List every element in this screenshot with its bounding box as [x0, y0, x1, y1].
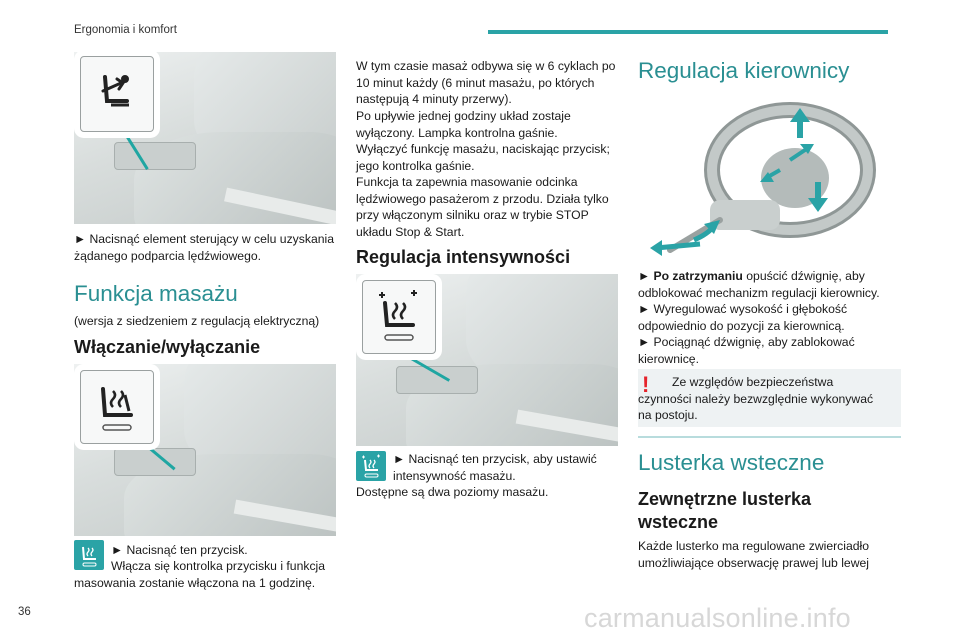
step-bold-label: Po zatrzymaniu: [653, 269, 743, 283]
massage-off-text: Po upływie jednej godziny układ zostaje wyłączony. Lampka kontrolna gaśnie.: [356, 109, 571, 140]
steering-step-1: [638, 268, 903, 301]
massage-button-photo: [74, 364, 336, 536]
steering-adjust-illustration: [650, 100, 880, 260]
mirrors-text: Każde lusterko ma regulowane zwierciadło umożliwiające obserwację prawej lub lewej: [638, 539, 870, 570]
steering-step-2: ► Wyregulować wysokość i głębokość odpowiednio do pozycji za kierownicą.: [638, 302, 848, 333]
massage-version-note: (wersja z siedzeniem z regulacją elektryczną): [74, 314, 320, 328]
intensity-icon-box: [362, 280, 436, 354]
massage-intensity-icon: [363, 281, 435, 353]
steering-heading: Regulacja kierownicy: [638, 58, 850, 83]
header-accent-bar: [488, 30, 888, 34]
lumbar-control-photo: [74, 52, 336, 224]
massage-heading: Funkcja masażu: [74, 281, 238, 306]
intensity-button-photo: [356, 274, 618, 446]
step-press: ► Nacisnąć ten przycisk.: [111, 543, 248, 557]
massage-seat-icon: [81, 371, 153, 443]
intensity-button-badge-icon: [356, 451, 386, 481]
running-header: Ergonomia i komfort: [74, 24, 177, 36]
section-divider: [638, 436, 901, 438]
massage-icon-box: [80, 370, 154, 444]
massage-disable-text: Wyłączyć funkcję masażu, naciskając przycisk; jego kontrolka gaśnie.: [356, 142, 610, 173]
lumbar-control-icon-box: [80, 56, 154, 132]
page-number: 36: [18, 606, 31, 618]
step-intensity: ► Nacisnąć ten przycisk, aby ustawić intensywność masażu.: [393, 452, 597, 483]
step-lumbar: ► Nacisnąć element sterujący w celu uzyskania żądanego podparcia lędźwiowego.: [74, 232, 334, 263]
step-rest: opuścić dźwignię, aby odblokować mechanizm regulacji kierownicy.: [638, 269, 880, 300]
warning-icon: !: [642, 372, 650, 397]
seat-switch-panel: [396, 366, 478, 394]
steering-step-3: ► Pociągnąć dźwignię, aby zablokować kierownicę.: [638, 335, 855, 366]
safety-warning-text: Ze względów bezpieczeństwa czynności należy bezwzględnie wykonywać na postoju.: [638, 375, 874, 423]
massage-cycle-text: W tym czasie masaż odbywa się w 6 cyklach po 10 minut każdy (6 minut masażu, po których następują 4 minuty przerwy).: [356, 59, 616, 107]
onoff-heading: Włączanie/wyłączanie: [74, 337, 261, 357]
lumbar-support-icon: [81, 57, 153, 131]
exterior-mirrors-heading: Zewnętrzne lusterka wsteczne: [638, 489, 812, 532]
massage-levels-text: Dostępne są dwa poziomy masażu.: [356, 485, 549, 499]
safety-warning-box: [638, 369, 901, 427]
seat-switch-panel: [114, 142, 196, 170]
intensity-heading: Regulacja intensywności: [356, 247, 571, 267]
step-arrow: ►: [638, 269, 651, 283]
step-press-result: Włącza się kontrolka przycisku i funkcja masowania zostanie włączona na 1 godzinę.: [74, 559, 326, 590]
massage-function-text: Funkcja ta zapewnia masowanie odcinka lędźwiowego pasażerom z przodu. Działa tylko przy włączonym silniku oraz w trybie STOP układu Stop & Start.: [356, 175, 609, 239]
mirrors-heading: Lusterka wsteczne: [638, 450, 825, 475]
watermark: carmanualsonline.info: [584, 603, 851, 633]
